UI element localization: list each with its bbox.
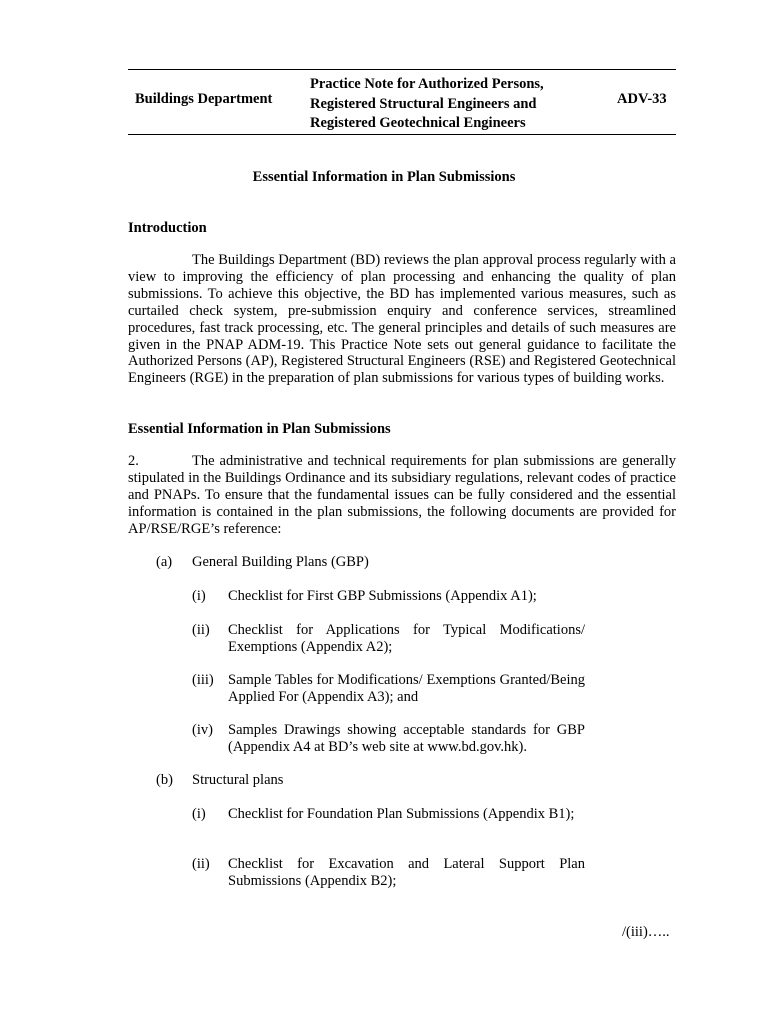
list-item-label: (i) bbox=[192, 806, 206, 822]
practice-note-code: ADV-33 bbox=[617, 91, 667, 107]
header-top-rule bbox=[128, 69, 676, 70]
practice-note-line: Practice Note for Authorized Persons, bbox=[310, 76, 544, 92]
paragraph-2 bbox=[128, 453, 676, 538]
list-item-text: Checklist for First GBP Submissions (Appendix A1); bbox=[228, 588, 537, 604]
list-item-label: (ii) bbox=[192, 856, 210, 872]
section-heading: Essential Information in Plan Submissions bbox=[128, 421, 391, 437]
practice-note-line: Registered Geotechnical Engineers bbox=[310, 115, 526, 131]
list-item-text: Checklist for Excavation and Lateral Support Plan Submissions (Appendix B2); bbox=[228, 856, 585, 889]
list-item-label: (iii) bbox=[192, 672, 214, 688]
list-item-text: Checklist for Applications for Typical Modifications/ Exemptions (Appendix A2); bbox=[228, 622, 585, 655]
continuation-marker: /(iii)….. bbox=[622, 924, 670, 940]
list-a-label: (a) bbox=[156, 554, 173, 570]
list-item-text: Sample Tables for Modifications/ Exemptions Granted/Being Applied For (Appendix A3); and bbox=[228, 672, 585, 705]
header-bottom-rule bbox=[128, 134, 676, 135]
page-title: Essential Information in Plan Submissions bbox=[252, 169, 516, 185]
list-item-label: (iv) bbox=[192, 722, 213, 738]
paragraph-2-text: The administrative and technical requirements for plan submissions are generally stipulated in the Buildings Ordinance and its subsidiary regulations, relevant codes of practice and PNAPs. To ensure that the fundamental issues can be fully considered and the essential information is contained in the plan submissions, the following documents are provided for AP/RSE/RGE’s reference: bbox=[128, 453, 676, 537]
introduction-paragraph: The Buildings Department (BD) reviews the plan approval process regularly with a view to improving the efficiency of plan processing and enhancing the quality of plan submissions. To achieve this objective, the BD has implemented various measures, such as curtailed check system, pre-submission enquiry and conference services, streamlined procedures, fast track processing, etc. The general principles and details of such measures are given in the PNAP ADM-19. This Practice Note sets out general guidance to facilitate the Authorized Persons (AP), Registered Structural Engineers (RSE) and Registered Geotechnical Engineers (RGE) in the preparation of plan submissions for various types of building works. bbox=[128, 252, 676, 387]
practice-note-line: Registered Structural Engineers and bbox=[310, 95, 537, 112]
paragraph-number: 2. bbox=[128, 453, 139, 469]
list-item-label: (ii) bbox=[192, 622, 210, 638]
practice-note-title bbox=[310, 75, 600, 134]
list-a-title: General Building Plans (GBP) bbox=[192, 554, 369, 570]
list-item-text: Samples Drawings showing acceptable standards for GBP (Appendix A4 at BD’s web site at www.bd.gov.hk). bbox=[228, 722, 585, 755]
introduction-heading: Introduction bbox=[128, 220, 207, 236]
department-name: Buildings Department bbox=[135, 91, 273, 107]
list-b-label: (b) bbox=[156, 772, 173, 788]
list-item-label: (i) bbox=[192, 588, 206, 604]
list-item-text: Checklist for Foundation Plan Submissions (Appendix B1); bbox=[228, 806, 575, 822]
list-b-title: Structural plans bbox=[192, 772, 284, 788]
